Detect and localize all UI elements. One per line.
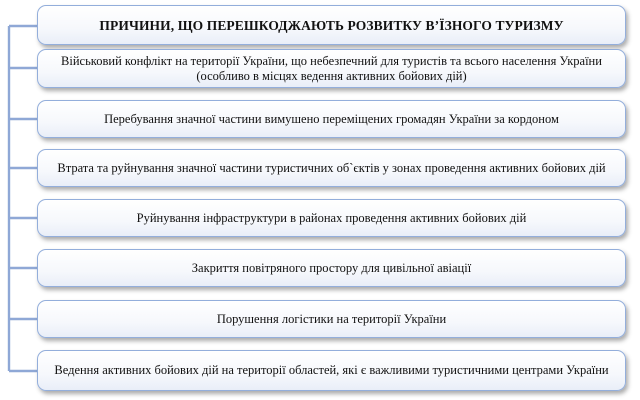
reason-text-6: Порушення логістики на території України — [216, 311, 447, 326]
reason-box-7 — [37, 350, 626, 391]
reason-text-5: Закриття повітряного простору для цивільної авіації — [191, 260, 472, 275]
diagram-title-box — [37, 5, 626, 45]
reason-box-2 — [37, 100, 626, 138]
reason-box-5 — [37, 249, 626, 287]
reason-box-6 — [37, 300, 626, 338]
reason-text-3: Втрата та руйнування значної частини туристичних об`єктів у зонах проведення активних бойових дій — [57, 160, 606, 175]
diagram-title: ПРИЧИНИ, ЩО ПЕРЕШКОДЖАЮТЬ РОЗВИТКУ В’ЇЗНОГО ТУРИЗМУ — [99, 17, 564, 33]
reason-text-1: Військовий конфлікт на території України, що небезпечний для туристів та всього населення України (особливо в місцях ведення активних бойових дій) — [61, 53, 602, 83]
reason-text-4: Руйнування інфраструктури в районах проведення активних бойових дій — [136, 210, 527, 225]
reason-box-1 — [37, 49, 626, 88]
reason-text-7: Ведення активних бойових дій на території областей, які є важливими туристичними центрами України — [54, 363, 609, 377]
reason-box-3 — [37, 149, 626, 187]
reason-text-2: Перебування значної частини вимушено переміщених громадян України за кордоном — [104, 111, 559, 126]
reason-box-4 — [37, 199, 626, 237]
